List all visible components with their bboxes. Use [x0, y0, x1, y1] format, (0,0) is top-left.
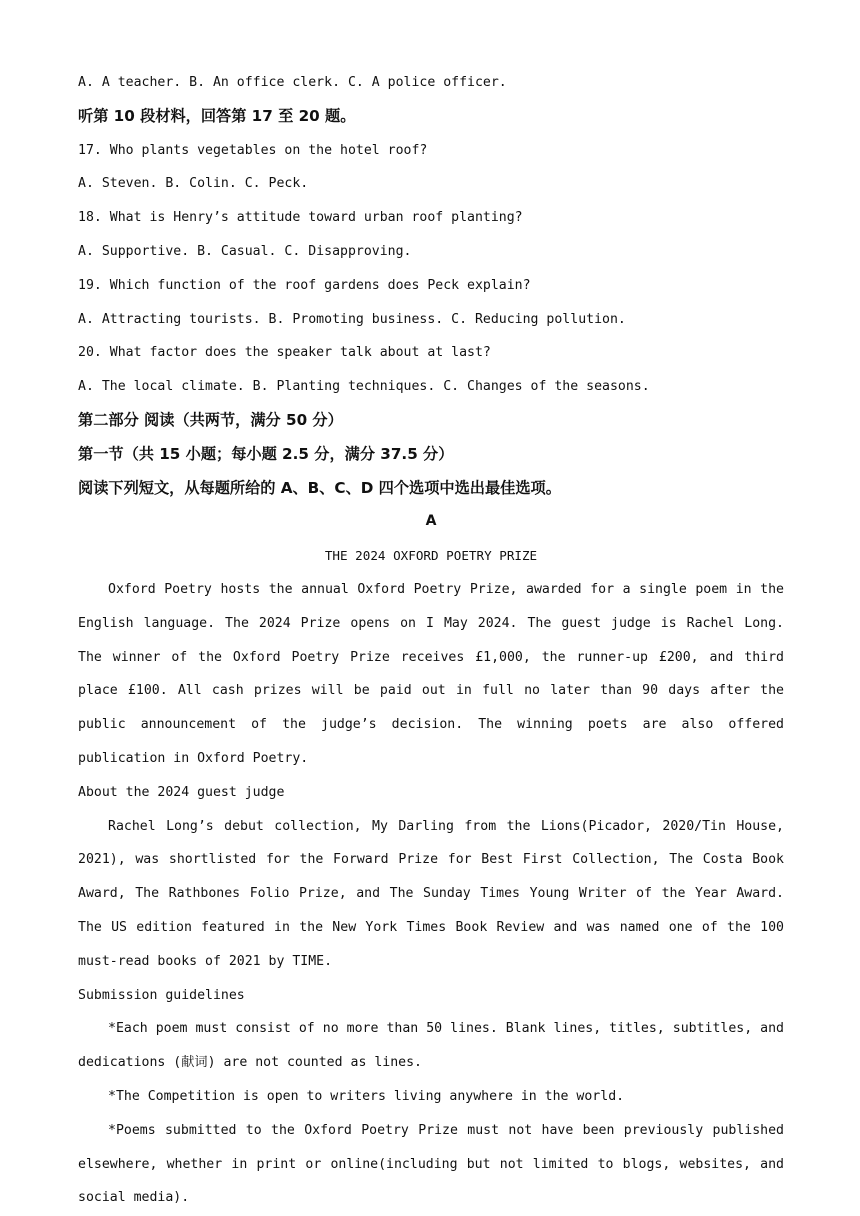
- question-16-options: A. A teacher. B. An office clerk. C. A police officer.: [78, 75, 507, 90]
- exam-page-content: [78, 66, 784, 1215]
- reading-instruction: 阅读下列短文，从每题所给的 A、B、C、D 四个选项中选出最佳选项。: [78, 478, 561, 497]
- question-20-options: A. The local climate. B. Planting techniques. C. Changes of the seasons.: [78, 379, 650, 395]
- question-20: 20. What factor does the speaker talk about at last?: [78, 345, 491, 361]
- intro-paragraph: Oxford Poetry hosts the annual Oxford Poetry Prize, awarded for a single poem in the English language. The 2024 Prize opens on I May 2024. The guest judge is Rachel Long. The winner of the Oxford Poetry Prize receives £1,000, the runner-up £200, and third place £100. All cash prizes will be paid out in full no later than 90 days after the public announcement of the judge’s decision. The winning poets are also offered publication in Oxford Poetry.: [78, 581, 784, 766]
- reading-section-header: 第一节（共 15 小题；每小题 2.5 分，满分 37.5 分）: [78, 444, 454, 463]
- reading-part-header: 第二部分 阅读（共两节，满分 50 分）: [78, 410, 343, 429]
- guideline-item: *Each poem must consist of no more than 50 lines. Blank lines, titles, subtitles, and dedications (献词) are not counted as lines.: [78, 1021, 784, 1071]
- question-19: 19. Which function of the roof gardens does Peck explain?: [78, 277, 531, 293]
- passage-letter: A: [425, 513, 437, 530]
- section-10-header: 听第 10 段材料，回答第 17 至 20 题。: [78, 106, 356, 125]
- guideline-item: *Poems submitted to the Oxford Poetry Prize must not have been previously published elsewhere, whether in print or online(including but not limited to blogs, websites, and social media).: [78, 1122, 784, 1206]
- question-18: 18. What is Henry’s attitude toward urban roof planting?: [78, 210, 523, 226]
- question-17-options: A. Steven. B. Colin. C. Peck.: [78, 176, 309, 192]
- guidelines-heading: Submission guidelines: [78, 987, 245, 1003]
- question-18-options: A. Supportive. B. Casual. C. Disapproving.: [78, 243, 412, 259]
- judge-heading: About the 2024 guest judge: [78, 784, 285, 800]
- judge-paragraph: Rachel Long’s debut collection, My Darling from the Lions(Picador, 2020/Tin House, 2021), was shortlisted for the Forward Prize for Best First Collection, The Costa Book Award, The Rathbones Folio Prize, and The Sunday Times Young Writer of the Year Award. The US edition featured in the New York Times Book Review and was named one of the 100 must-read books of 2021 by TIME.: [78, 818, 784, 969]
- question-17: 17. Who plants vegetables on the hotel roof?: [78, 142, 428, 158]
- question-19-options: A. Attracting tourists. B. Promoting business. C. Reducing pollution.: [78, 311, 626, 327]
- passage-title: THE 2024 OXFORD POETRY PRIZE: [324, 548, 538, 564]
- guideline-item: *The Competition is open to writers living anywhere in the world.: [108, 1088, 625, 1104]
